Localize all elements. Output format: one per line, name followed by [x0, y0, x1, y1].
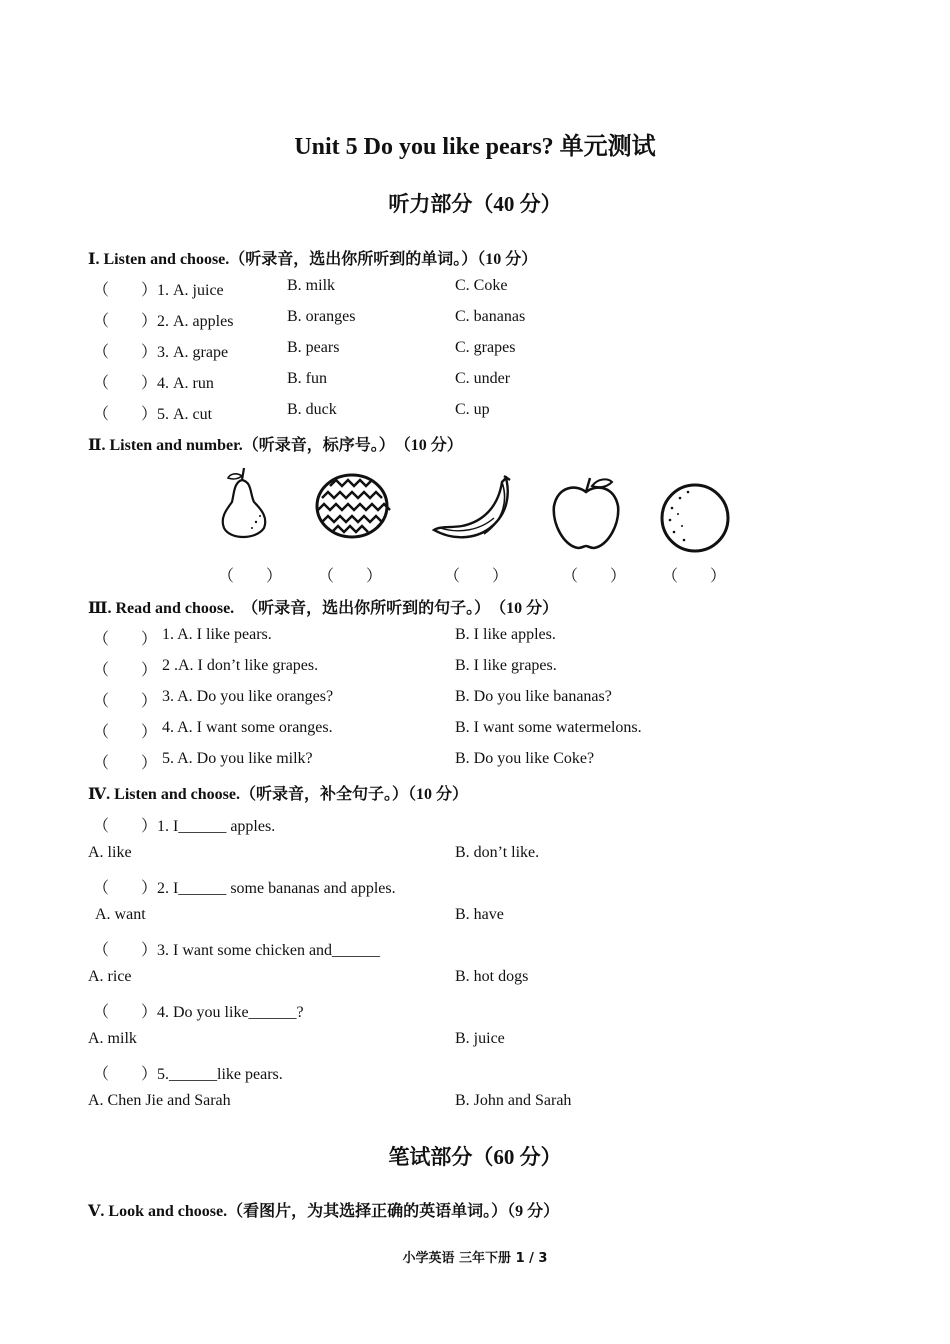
- option-a: 4. A. I want some oranges.: [162, 719, 333, 736]
- fruit-number-blank: （ ）: [562, 568, 627, 585]
- question-stem: （ ）3. A. grape: [93, 344, 229, 361]
- orange-icon: [658, 482, 732, 554]
- option-b: B. duck: [287, 401, 337, 418]
- question-stem: （ ）5.______like pears.: [93, 1066, 283, 1083]
- option-a: A. Chen Jie and Sarah: [88, 1092, 231, 1109]
- option-a: 5. A. Do you like milk?: [162, 750, 313, 767]
- option-b: B. fun: [287, 370, 327, 387]
- option-b: B. I like grapes.: [455, 657, 557, 674]
- fruit-number-blank: （ ）: [444, 568, 509, 585]
- fruit-number-blank: （ ）: [318, 568, 383, 585]
- part4-heading: Ⅳ. Listen and choose.（听录音，补全句子。）（10 分）: [88, 786, 468, 803]
- banana-icon: [430, 474, 520, 548]
- option-a: A. like: [88, 844, 132, 861]
- apple-icon: [550, 474, 622, 552]
- answer-paren: （ ）: [93, 631, 158, 648]
- question-stem: （ ）1. I______ apples.: [93, 818, 276, 835]
- pear-icon: [212, 466, 274, 542]
- option-b: B. have: [455, 906, 504, 923]
- page-footer: 小学英语 三年下册 1 / 3: [402, 1251, 548, 1266]
- option-c: C. grapes: [455, 339, 516, 356]
- option-c: C. up: [455, 401, 490, 418]
- part3-heading: Ⅲ. Read and choose. （听录音，选出你所听到的句子。） （10 分）: [88, 600, 559, 617]
- option-c: C. bananas: [455, 308, 526, 325]
- question-stem: （ ）4. A. run: [93, 375, 214, 392]
- option-a: A. want: [95, 906, 146, 923]
- option-a: 2 .A. I don’t like grapes.: [162, 657, 319, 674]
- option-b: B. don’t like.: [455, 844, 540, 861]
- question-stem: （ ）1. A. juice: [93, 282, 224, 299]
- option-b: B. pears: [287, 339, 340, 356]
- option-b: B. I want some watermelons.: [455, 719, 642, 736]
- fruit-number-blank: （ ）: [662, 568, 727, 585]
- question-stem: （ ）4. Do you like______?: [93, 1004, 304, 1021]
- option-c: C. Coke: [455, 277, 508, 294]
- option-b: B. oranges: [287, 308, 356, 325]
- option-c: C. under: [455, 370, 511, 387]
- question-stem: （ ）2. A. apples: [93, 313, 234, 330]
- question-stem: （ ）3. I want some chicken and______: [93, 942, 381, 959]
- page-title: Unit 5 Do you like pears? 单元测试: [294, 134, 656, 160]
- option-b: B. I like apples.: [455, 626, 556, 643]
- question-stem: （ ）5. A. cut: [93, 406, 213, 423]
- option-a: 1. A. I like pears.: [162, 626, 272, 643]
- fruit-number-blank: （ ）: [218, 568, 283, 585]
- watermelon-icon: [312, 470, 392, 542]
- part5-heading: Ⅴ. Look and choose.（看图片，为其选择正确的英语单词。）（9 分）: [88, 1203, 560, 1220]
- answer-paren: （ ）: [93, 724, 158, 741]
- option-b: B. milk: [287, 277, 336, 294]
- option-a: 3. A. Do you like oranges?: [162, 688, 334, 705]
- option-b: B. John and Sarah: [455, 1092, 572, 1109]
- option-b: B. Do you like Coke?: [455, 750, 595, 767]
- question-stem: （ ）2. I______ some bananas and apples.: [93, 880, 396, 897]
- answer-paren: （ ）: [93, 693, 158, 710]
- answer-paren: （ ）: [93, 755, 158, 772]
- option-b: B. juice: [455, 1030, 505, 1047]
- part2-heading: Ⅱ. Listen and number.（听录音，标序号。） （10 分）: [88, 437, 463, 454]
- option-b: B. hot dogs: [455, 968, 529, 985]
- answer-paren: （ ）: [93, 662, 158, 679]
- part1-heading: Ⅰ. Listen and choose.（听录音，选出你所听到的单词。）（10 分）: [88, 251, 538, 268]
- option-a: A. rice: [88, 968, 132, 985]
- option-b: B. Do you like bananas?: [455, 688, 612, 705]
- writing-section-header: 笔试部分（60 分）: [388, 1145, 562, 1169]
- option-a: A. milk: [88, 1030, 137, 1047]
- listening-section-header: 听力部分（40 分）: [388, 192, 562, 216]
